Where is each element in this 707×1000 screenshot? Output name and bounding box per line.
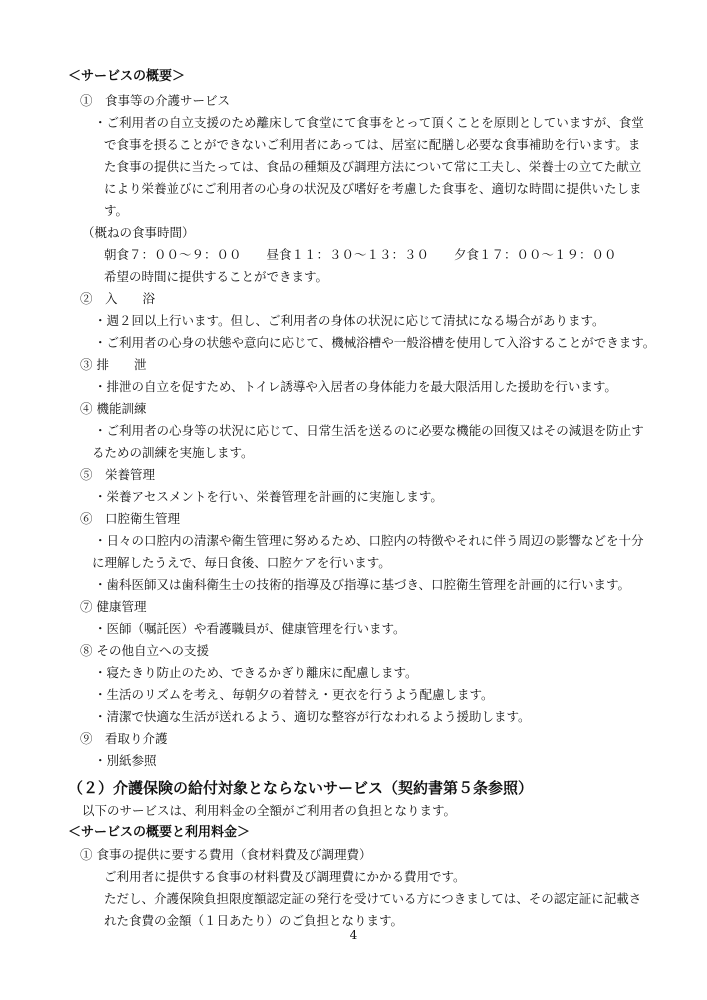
item-title-oral-hygiene: ⑥ 口腔衛生管理 [80,511,181,526]
sub-heading-service-fees: ＜サービスの概要と利用料金＞ [68,825,251,840]
body-text: ただし、介護保険負担限度額認定証の発行を受けている方につきましては、その認定証に記載さ [104,891,642,906]
item-title-end-of-life-care: ⑨ 看取り介護 [80,731,168,746]
meal-times: 朝食７：００～９：００ 昼食１１：３０～１３：３０ 夕食１７：００～１９：００ [104,247,617,262]
body-text: ・医師（嘱託医）や看護職員が、健康管理を行います。 [94,621,406,636]
meal-times-note: 希望の時間に提供することができます。 [104,269,329,284]
item-title-bathing: ② 入 浴 [80,291,156,306]
item-title-health-management: ⑦ 健康管理 [80,599,147,614]
body-text: ・生活のリズムを考え、毎朝夕の着替え・更衣を行うよう配慮します。 [94,687,494,702]
item-title-independence-support: ⑧ その他自立への支援 [80,643,209,658]
body-text: ・歯科医師又は歯科衛生士の技術的指導及び指導に基づき、口腔衛生管理を計画的に行います。 [94,577,631,592]
body-text: ・清潔で快適な生活が送れるよう、適切な整容が行なわれるよう援助します。 [94,709,531,724]
body-text: ・週２回以上行います。但し、ご利用者の身体の状況に応じて清拭になる場合があります。 [94,313,605,328]
body-text: す。 [104,203,129,218]
body-text: により栄養並びにご利用者の心身の状況及び嗜好を考慮した食事を、適切な時間に提供いたしま [104,181,642,196]
body-text: れた食費の金額（１日あたり）のご負担となります。 [104,913,404,928]
body-text: ・ご利用者の自立支援のため離床して食堂にて食事をとって頂くことを原則としていますが、食堂 [94,115,644,130]
item-title-functional-training: ④ 機能訓練 [80,401,147,416]
body-text: ・排泄の自立を促すため、トイレ誘導や入居者の身体能力を最大限活用した援助を行います。 [94,379,617,394]
body-text: ご利用者に提供する食事の材料費及び調理費にかかる費用です。 [104,869,466,884]
body-text: た食事の提供に当たっては、食品の種類及び調理方法について常に工夫し、栄養士の立てた献立 [104,159,642,174]
body-text: ・寝たきり防止のため、できるかぎり離床に配慮します。 [94,665,418,680]
item-title-meal-cost: ① 食事の提供に要する費用（食材料費及び調理費） [80,847,372,862]
meal-times-label: （概ねの食事時間） [82,225,195,240]
body-text: ・日々の口腔内の清潔や衛生管理に努めるため、口腔内の特徴やそれに伴う周辺の影響などを十分 [94,533,644,548]
section-intro: 以下のサービスは、利用料金の全額がご利用者の負担となります。 [82,803,457,818]
section-heading-service-overview: ＜サービスの概要＞ [68,69,186,84]
body-text: るための訓練を実施します。 [92,445,254,460]
item-title-meal-care: ① 食事等の介護サービス [80,93,231,108]
item-title-nutrition: ⑤ 栄養管理 [80,467,156,482]
section-heading-non-covered-services: （２）介護保険の給付対象とならないサービス（契約書第５条参照） [68,779,534,797]
body-text: に理解したうえで、毎日食後、口腔ケアを行います。 [92,555,391,570]
page-number: 4 [349,928,358,942]
body-text: ・ご利用者の心身の状態や意向に応じて、機械浴槽や一般浴槽を使用して入浴することができます。 [94,335,656,350]
body-text: ・別紙参照 [94,753,157,768]
item-title-excretion: ③ 排 泄 [80,357,147,372]
body-text: で食事を摂ることができないご利用者にあっては、居室に配膳し必要な食事補助を行います。ま [104,137,641,152]
body-text: ・栄養アセスメントを行い、栄養管理を計画的に実施します。 [94,489,443,504]
body-text: ・ご利用者の心身等の状況に応じて、日常生活を送るのに必要な機能の回復又はその減退を防止す [94,423,644,438]
